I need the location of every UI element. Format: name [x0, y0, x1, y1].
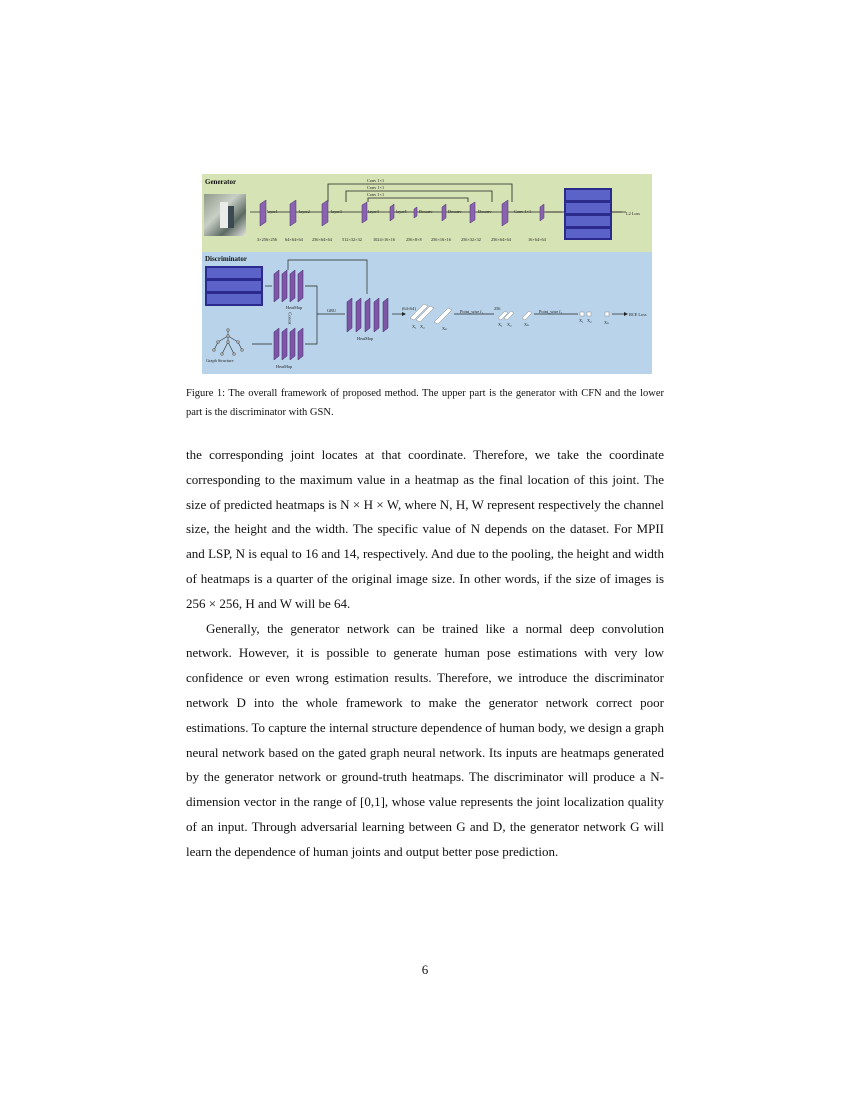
gen-block-label: layer3: [331, 209, 342, 214]
x-label: Xₙ: [604, 320, 609, 325]
output-heatmaps: [564, 188, 612, 240]
body-text: [186, 443, 664, 865]
gen-block-label: Deconv: [448, 209, 462, 214]
figure-caption: Figure 1: The overall framework of proposed method. The upper part is the generator with CFN and the lower part is the discriminator with GSN.: [186, 388, 664, 418]
heatmap-label-top: HeatMap: [286, 305, 302, 310]
architecture-figure: [202, 174, 652, 374]
x-label: X₂: [420, 324, 425, 329]
skip-label-1: Conv 1×1: [367, 178, 385, 183]
pointwise-1-label: Point_wise f₁: [460, 309, 484, 314]
gen-block-label: layer2: [299, 209, 310, 214]
skip-label-3: Conv 1×1: [367, 192, 385, 197]
skip-label-2: Conv 1×1: [367, 185, 385, 190]
l2-loss-label: L2 Loss: [626, 211, 640, 216]
x-label: X₁: [579, 318, 584, 323]
generator-label: Generator: [205, 178, 237, 186]
gen-size-label: 512×32×32: [342, 237, 362, 242]
heatmap-label-bottom: HeatMap: [276, 364, 292, 369]
gen-size-label: 256×64×64: [491, 237, 511, 242]
gen-block-label: layer5: [396, 209, 407, 214]
x-label: X₁: [412, 324, 417, 329]
gen-block-label: Conv 1×1: [514, 209, 532, 214]
dim-256-label: 256: [494, 306, 501, 311]
generator-panel: [202, 174, 652, 252]
gen-size-label: 3×256×256: [257, 237, 277, 242]
gru-label: GRU: [327, 308, 337, 313]
gen-size-label: 256×64×64: [312, 237, 332, 242]
discriminator-label: Discriminator: [205, 255, 247, 263]
discriminator-diagram: [202, 252, 652, 374]
gen-size-label: 256×8×8: [406, 237, 422, 242]
x-label: Xₙ: [442, 326, 447, 331]
gen-size-label: 16×64×64: [528, 237, 546, 242]
pointwise-2-label: Point_wise f₂: [539, 309, 563, 314]
gen-block-label: Deconv: [419, 209, 433, 214]
page-number: 6: [421, 962, 429, 977]
x-label: X₂: [507, 322, 512, 327]
graph-structure-label: Graph Structure: [206, 358, 234, 363]
bce-loss-label: BCE Loss: [629, 312, 647, 317]
gen-size-label: 1024×16×16: [373, 237, 396, 242]
gen-size-label: 256×32×32: [461, 237, 481, 242]
gen-size-label: 64×64×64: [285, 237, 303, 242]
heatmap-label-mid: HeatMap: [357, 336, 373, 341]
paragraph: Generally, the generator network can be trained like a normal deep convolution network. However, it is possible to generate human pose estimations with very low confidence or even wrong estimation results. Therefore, we introduce the discriminator network D into the whole framework to make the generator network correct poor estimations. To capture the internal structure dependence of human body, we design a graph neural network based on the gated graph neural network. Its inputs are heatmaps generated by the generator network or ground-truth heatmaps. The discriminator will produce a N-dimension vector in the range of [0,1], whose value represents the joint localization quality of an input. Through adversarial learning between G and D, the generator network G will learn the dependence of human joints and output better pose prediction.: [186, 620, 664, 859]
gen-block-label: layer1: [267, 209, 278, 214]
x-label: X₁: [498, 322, 503, 327]
discriminator-panel: [202, 252, 652, 374]
gen-block-label: Deconv: [478, 209, 492, 214]
x-label: Xₙ: [524, 322, 529, 327]
dim-label: (64×64): [402, 306, 416, 311]
paragraph: the corresponding joint locates at that coordinate. Therefore, we take the coordinate corresponding to the maximum value in a heatmap as the final location of this joint. The size of predicted heatmaps is N × H × W, where N, H, W represent respectively the channel size, the height and the width. The specific value of N depends on the dataset. For MPII and LSP, N is equal to 16 and 14, respectively. And due to the pooling, the height and width of heatmaps is a quarter of the original image size. In other words, if the size of images is 256 × 256, H and W will be 64.: [186, 447, 664, 611]
x-label: X₂: [587, 318, 592, 323]
gen-block-label: layer4: [368, 209, 379, 214]
gen-size-label: 256×16×16: [431, 237, 451, 242]
concat-label: Concat: [287, 312, 293, 325]
